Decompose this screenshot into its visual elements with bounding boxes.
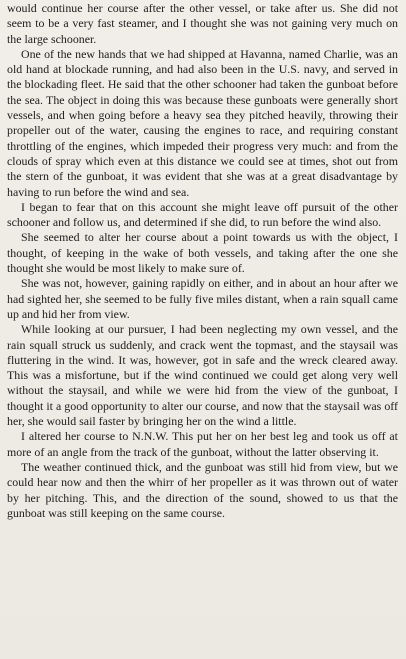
paragraph-fear: I began to fear that on this account she might leave off pursuit of the other schooner and follow us, and determined if she did, to run before the wind also. — [7, 199, 398, 230]
paragraph-rain-squall: She was not, however, gaining rapidly on either, and in about an hour after we had sighted her, she seemed to be fully five miles distant, when a rain squall came up and hid her from view. — [7, 276, 398, 321]
paragraph-weather: The weather continued thick, and the gunboat was still hid from view, but we could hear now and then the whirr of her propeller as it was thrown out of water by her pitching. This, and the direction of the sound, showed to us that the gunboat was still keeping on the same course. — [7, 459, 398, 520]
paragraph-charlie: One of the new hands that we had shipped at Havanna, named Charlie, was an old hand at blockade running, and had also been in the U.S. navy, and served in the blockading fleet. He said that the other schooner had taken the gunboat before the sea. The object in doing this was because these gunboats were generally short vessels, and when going before a heavy sea they pitched heavily, throwing their propeller out of the water, causing the engines to race, and requiring constant throttling of the engines, which impeded their progress very much: and from the clouds of spray which even at this distance we could see at times, shot out from the stern of the gunboat, it was evident that she was at a great disadvantage by having to run before the wind and sea. — [7, 46, 398, 199]
paragraph-topmast: While looking at our pursuer, I had been neglecting my own vessel, and the rain squall struck us suddenly, and crack went the topmast, and the staysail was fluttering in the wind. It was, however, got in safe and the wreck cleared away. This was a misfortune, but if the wind continued we could get along very well without the staysail, and while we were hid from the view of the gunboat, I thought it a good opportunity to alter our course, and now that the staysail was off her, she would sail faster by bringing her on the wind a little. — [7, 322, 398, 429]
paragraph-continuation: would continue her course after the other vessel, or take after us. She did not seem to be a very fast steamer, and I thought she was not gaining very much on the large schooner. — [7, 1, 398, 46]
paragraph-nnw: I altered her course to N.N.W. This put her on her best leg and took us off at more of an angle from the track of the gunboat, without the latter observing it. — [7, 429, 398, 459]
paragraph-alter-course: She seemed to alter her course about a point towards us with the object, I thought, of keeping in the wake of both vessels, and taking after the one she thought she would be most likely to make sure of. — [7, 230, 398, 276]
